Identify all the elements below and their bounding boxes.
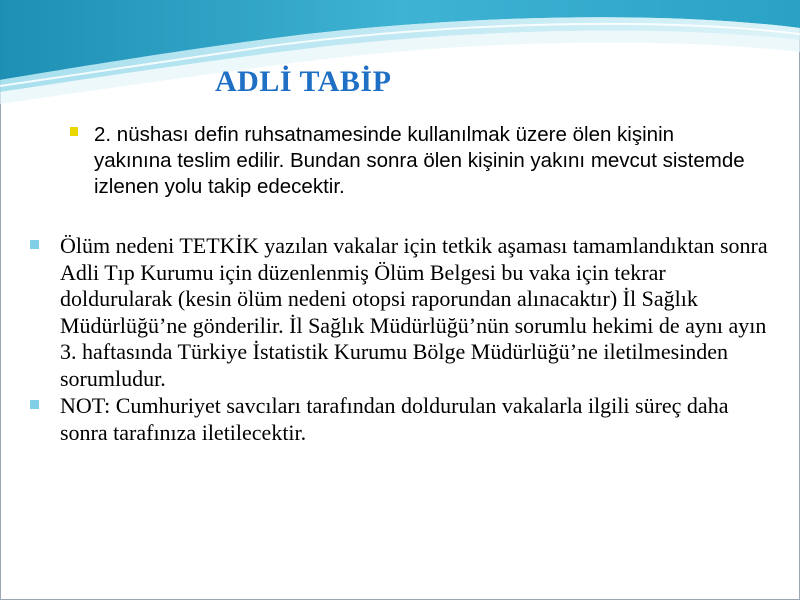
slide-title: ADLİ TABİP — [215, 65, 392, 98]
bullet-text: Ölüm nedeni TETKİK yazılan vakalar için tetkik aşaması tamamlandıktan sonra Adli Tıp Kurumu için düzenlenmiş Ölüm Belgesi bu vaka için tekrar doldurularak (kesin ölüm nedeni otopsi raporundan alınacaktır) İl Sağlık Müdürlüğü’ne gönderilir. İl Sağlık Müdürlüğü’nün sorumlu hekimi de aynı ayın 3. haftasında Türkiye İstatistik Kurumu Bölge Müdürlüğü’ne iletilmesinden sorumludur. — [60, 233, 768, 391]
list-item — [70, 122, 750, 200]
square-bullet-icon — [30, 400, 39, 409]
bullet-text: NOT: Cumhuriyet savcıları tarafından doldurulan vakalarla ilgili süreç daha sonra tarafınıza iletilecektir. — [60, 393, 729, 445]
top-bullet-list — [70, 122, 750, 200]
square-bullet-icon — [70, 127, 78, 136]
list-item — [28, 233, 778, 392]
header-swoosh-graphic — [0, 0, 800, 110]
square-bullet-icon — [30, 240, 39, 249]
main-bullet-list — [28, 233, 778, 446]
bullet-text: 2. nüshası defin ruhsatnamesinde kullanılmak üzere ölen kişinin yakınına teslim edilir. Bundan sonra ölen kişinin yakını mevcut sistemde izlenen yolu takip edecektir. — [94, 123, 745, 198]
list-item — [28, 393, 778, 446]
